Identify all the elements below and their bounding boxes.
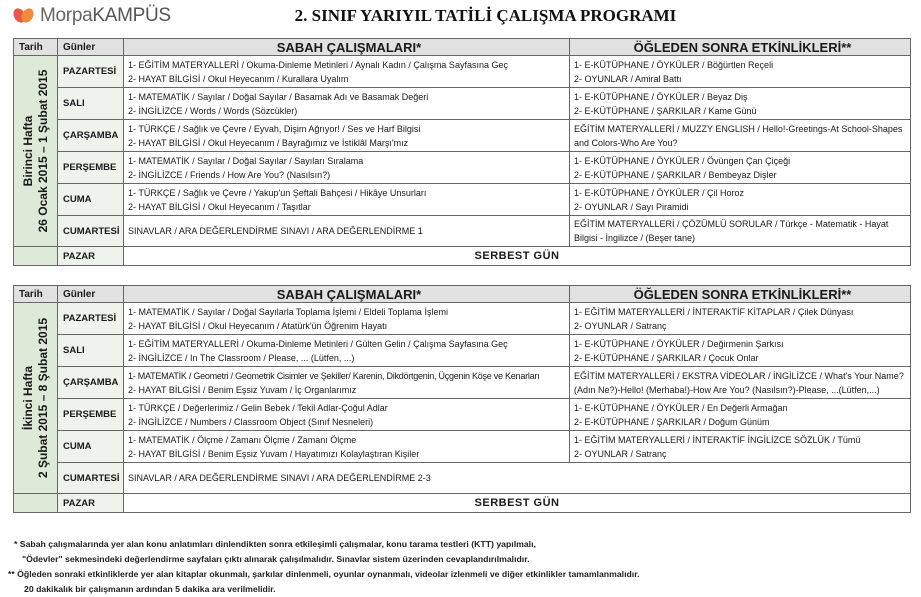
free-day-cell: SERBEST GÜN [124, 494, 911, 513]
afternoon-cell: 1- EĞİTİM MATERYALLERİ / İNTERAKTİF KİTAPLAR / Çilek Dünyası 2- OYUNLAR / Satranç [570, 303, 911, 335]
footnote-line: "Ödevler" sekmesindeki değerlendirme sayfaları çıktı alınarak çalışılmalıdır. Sınavlar sistem üzerinden cevaplandırılmalıdır. [22, 554, 530, 564]
morning-cell: 1- MATEMATİK / Sayılar / Doğal Sayılarla Toplama İşlemi / Eldeli Toplama İşlemi 2- HAYAT BİLGİSİ / Okul Heyecanım / Atatürk'ün Öğrenim Hayatı [124, 303, 570, 335]
footnote-line: 20 dakikalık bir çalışmanın ardından 5 dakika ara verilmelidir. [24, 584, 276, 594]
day-cell: CUMA [58, 184, 124, 216]
morning-cell: 1- TÜRKÇE / Sağlık ve Çevre / Eyvah, Dişim Ağrıyor! / Ses ve Harf Bilgisi 2- HAYAT BİLGİSİ / Okul Heyecanım / Bayrağımız ve İstiklâl Marşı'mız [124, 120, 570, 152]
morning-cell: SINAVLAR / ARA DEĞERLENDİRME SINAVI / ARA DEĞERLENDİRME 1 [124, 216, 570, 247]
day-cell: PAZARTESİ [58, 303, 124, 335]
week-side-label: İkinci Hafta 2 Şubat 2015 – 8 Şubat 2015 [14, 303, 58, 494]
footnote-line: * Sabah çalışmalarında yer alan konu anlatımları dinlendikten sonra etkileşimli çalışmalar, konu tarama testleri (KTT) yapılmalı, [14, 539, 536, 549]
afternoon-cell: EĞİTİM MATERYALLERİ / MUZZY ENGLISH / Hello!-Greetings-At School-Shapes and Colors-Who Are You? [570, 120, 911, 152]
day-cell: ÇARŞAMBA [58, 120, 124, 152]
afternoon-cell: 1- EĞİTİM MATERYALLERİ / İNTERAKTİF İNGİLİZCE SÖZLÜK / Tümü 2- OYUNLAR / Satranç [570, 431, 911, 463]
morning-cell: 1- MATEMATİK / Ölçme / Zamanı Ölçme / Zamanı Ölçme 2- HAYAT BİLGİSİ / Benim Eşsiz Yuvam / Hayatımızı Kolaylaştıran Kişiler [124, 431, 570, 463]
afternoon-cell: 1- E-KÜTÜPHANE / ÖYKÜLER / Övüngen Çan Çiçeği 2- E-KÜTÜPHANE / ŞARKILAR / Bembeyaz Dişler [570, 152, 911, 184]
side-empty [14, 494, 58, 513]
header-afternoon: ÖĞLEDEN SONRA ETKİNLİKLERİ** [570, 39, 911, 56]
week-1-table [13, 38, 911, 266]
week-side-label: Birinci Hafta 26 Ocak 2015 – 1 Şubat 2015 [14, 56, 58, 247]
footnotes [8, 537, 640, 597]
header-days: Günler [58, 286, 124, 303]
afternoon-cell: 1- E-KÜTÜPHANE / ÖYKÜLER / En Değerli Armağan 2- E-KÜTÜPHANE / ŞARKILAR / Doğum Günüm [570, 399, 911, 431]
day-cell: CUMA [58, 431, 124, 463]
day-cell: PAZARTESİ [58, 56, 124, 88]
day-cell: SALI [58, 88, 124, 120]
day-cell: PAZAR [58, 247, 124, 266]
morning-cell: 1- MATEMATİK / Sayılar / Doğal Sayılar / Basamak Adı ve Basamak Değeri 2- İNGİLİZCE / Words / Words (Sözcükler) [124, 88, 570, 120]
morning-cell: 1- TÜRKÇE / Sağlık ve Çevre / Yakup'un Şeftali Bahçesi / Hikâye Unsurları 2- HAYAT BİLGİSİ / Okul Heyecanım / Taşıtlar [124, 184, 570, 216]
morning-cell: 1- EĞİTİM MATERYALLERİ / Okuma-Dinleme Metinleri / Gülten Gelin / Çalışma Sayfasına Geç 2- İNGİLİZCE / In The Classroom / Please, ... (Lütfen, ...) [124, 335, 570, 367]
day-cell: PAZAR [58, 494, 124, 513]
afternoon-cell: 1- E-KÜTÜPHANE / ÖYKÜLER / Böğürtlen Reçeli 2- OYUNLAR / Amiral Battı [570, 56, 911, 88]
morning-cell: 1- MATEMATİK / Geometri / Geometrik Cisimler ve Şekiller/ Karenin, Dikdörtgenin, Üçgenin Köşe ve Kenarları 2- HAYAT BİLGİSİ / Benim Eşsiz Yuvam / İç Organlarımız [124, 367, 570, 399]
afternoon-cell: EĞİTİM MATERYALLERİ / ÇÖZÜMLÜ SORULAR / Türkçe - Matematik - Hayat Bilgisi - İngilizce / (Beşer tane) [570, 216, 911, 247]
day-cell: PERŞEMBE [58, 399, 124, 431]
header-morning: SABAH ÇALIŞMALARI* [124, 39, 570, 56]
afternoon-cell: 1- E-KÜTÜPHANE / ÖYKÜLER / Çil Horoz 2- OYUNLAR / Sayı Piramidi [570, 184, 911, 216]
week-2-table [13, 285, 911, 513]
header-afternoon: ÖĞLEDEN SONRA ETKİNLİKLERİ** [570, 286, 911, 303]
morning-cell: 1- MATEMATİK / Sayılar / Doğal Sayılar / Sayıları Sıralama 2- İNGİLİZCE / Friends / How Are You? (Nasılsın?) [124, 152, 570, 184]
afternoon-cell: 1- E-KÜTÜPHANE / ÖYKÜLER / Beyaz Diş 2- E-KÜTÜPHANE / ŞARKILAR / Kame Günü [570, 88, 911, 120]
header-days: Günler [58, 39, 124, 56]
afternoon-cell: EĞİTİM MATERYALLERİ / EKSTRA VİDEOLAR / İNGİLİZCE / What's Your Name? (Adın Ne?)-Hello! (Merhaba!)-How Are You? (Nasılsın?)-Please, ...(Lütfen,...) [570, 367, 911, 399]
day-cell: ÇARŞAMBA [58, 367, 124, 399]
day-cell: SALI [58, 335, 124, 367]
morning-cell: 1- EĞİTİM MATERYALLERİ / Okuma-Dinleme Metinleri / Aynalı Kadın / Çalışma Sayfasına Geç 2- HAYAT BİLGİSİ / Okul Heyecanım / Kurallara Uyalım [124, 56, 570, 88]
page-title: 2. SINIF YARIYIL TATİLİ ÇALIŞMA PROGRAMI [294, 6, 677, 25]
logo-text: MorpaKAMPÜS [40, 5, 171, 26]
footnote-line: ** Öğleden sonraki etkinliklerde yer alan kitaplar okunmalı, şarkılar dinlenmeli, oyunlar oynanmalı, videolar izlenmeli ve diğer etkinlikler tamamlanmalıdır. [8, 569, 640, 579]
side-empty [14, 247, 58, 266]
header-date: Tarih [14, 286, 58, 303]
afternoon-cell: 1- E-KÜTÜPHANE / ÖYKÜLER / Değirmenin Şarkısı 2- E-KÜTÜPHANE / ŞARKILAR / Çocuk Onlar [570, 335, 911, 367]
day-cell: CUMARTESİ [58, 216, 124, 247]
day-cell: PERŞEMBE [58, 152, 124, 184]
day-cell: CUMARTESİ [58, 463, 124, 494]
header-date: Tarih [14, 39, 58, 56]
free-day-cell: SERBEST GÜN [124, 247, 911, 266]
header-morning: SABAH ÇALIŞMALARI* [124, 286, 570, 303]
morning-cell: 1- TÜRKÇE / Değerlerimiz / Gelin Bebek / Tekil Adlar-Çoğul Adlar 2- İNGİLİZCE / Numbers / Classroom Object (Sınıf Nesneleri) [124, 399, 570, 431]
morning-cell: SINAVLAR / ARA DEĞERLENDİRME SINAVI / ARA DEĞERLENDİRME 2-3 [124, 463, 911, 494]
